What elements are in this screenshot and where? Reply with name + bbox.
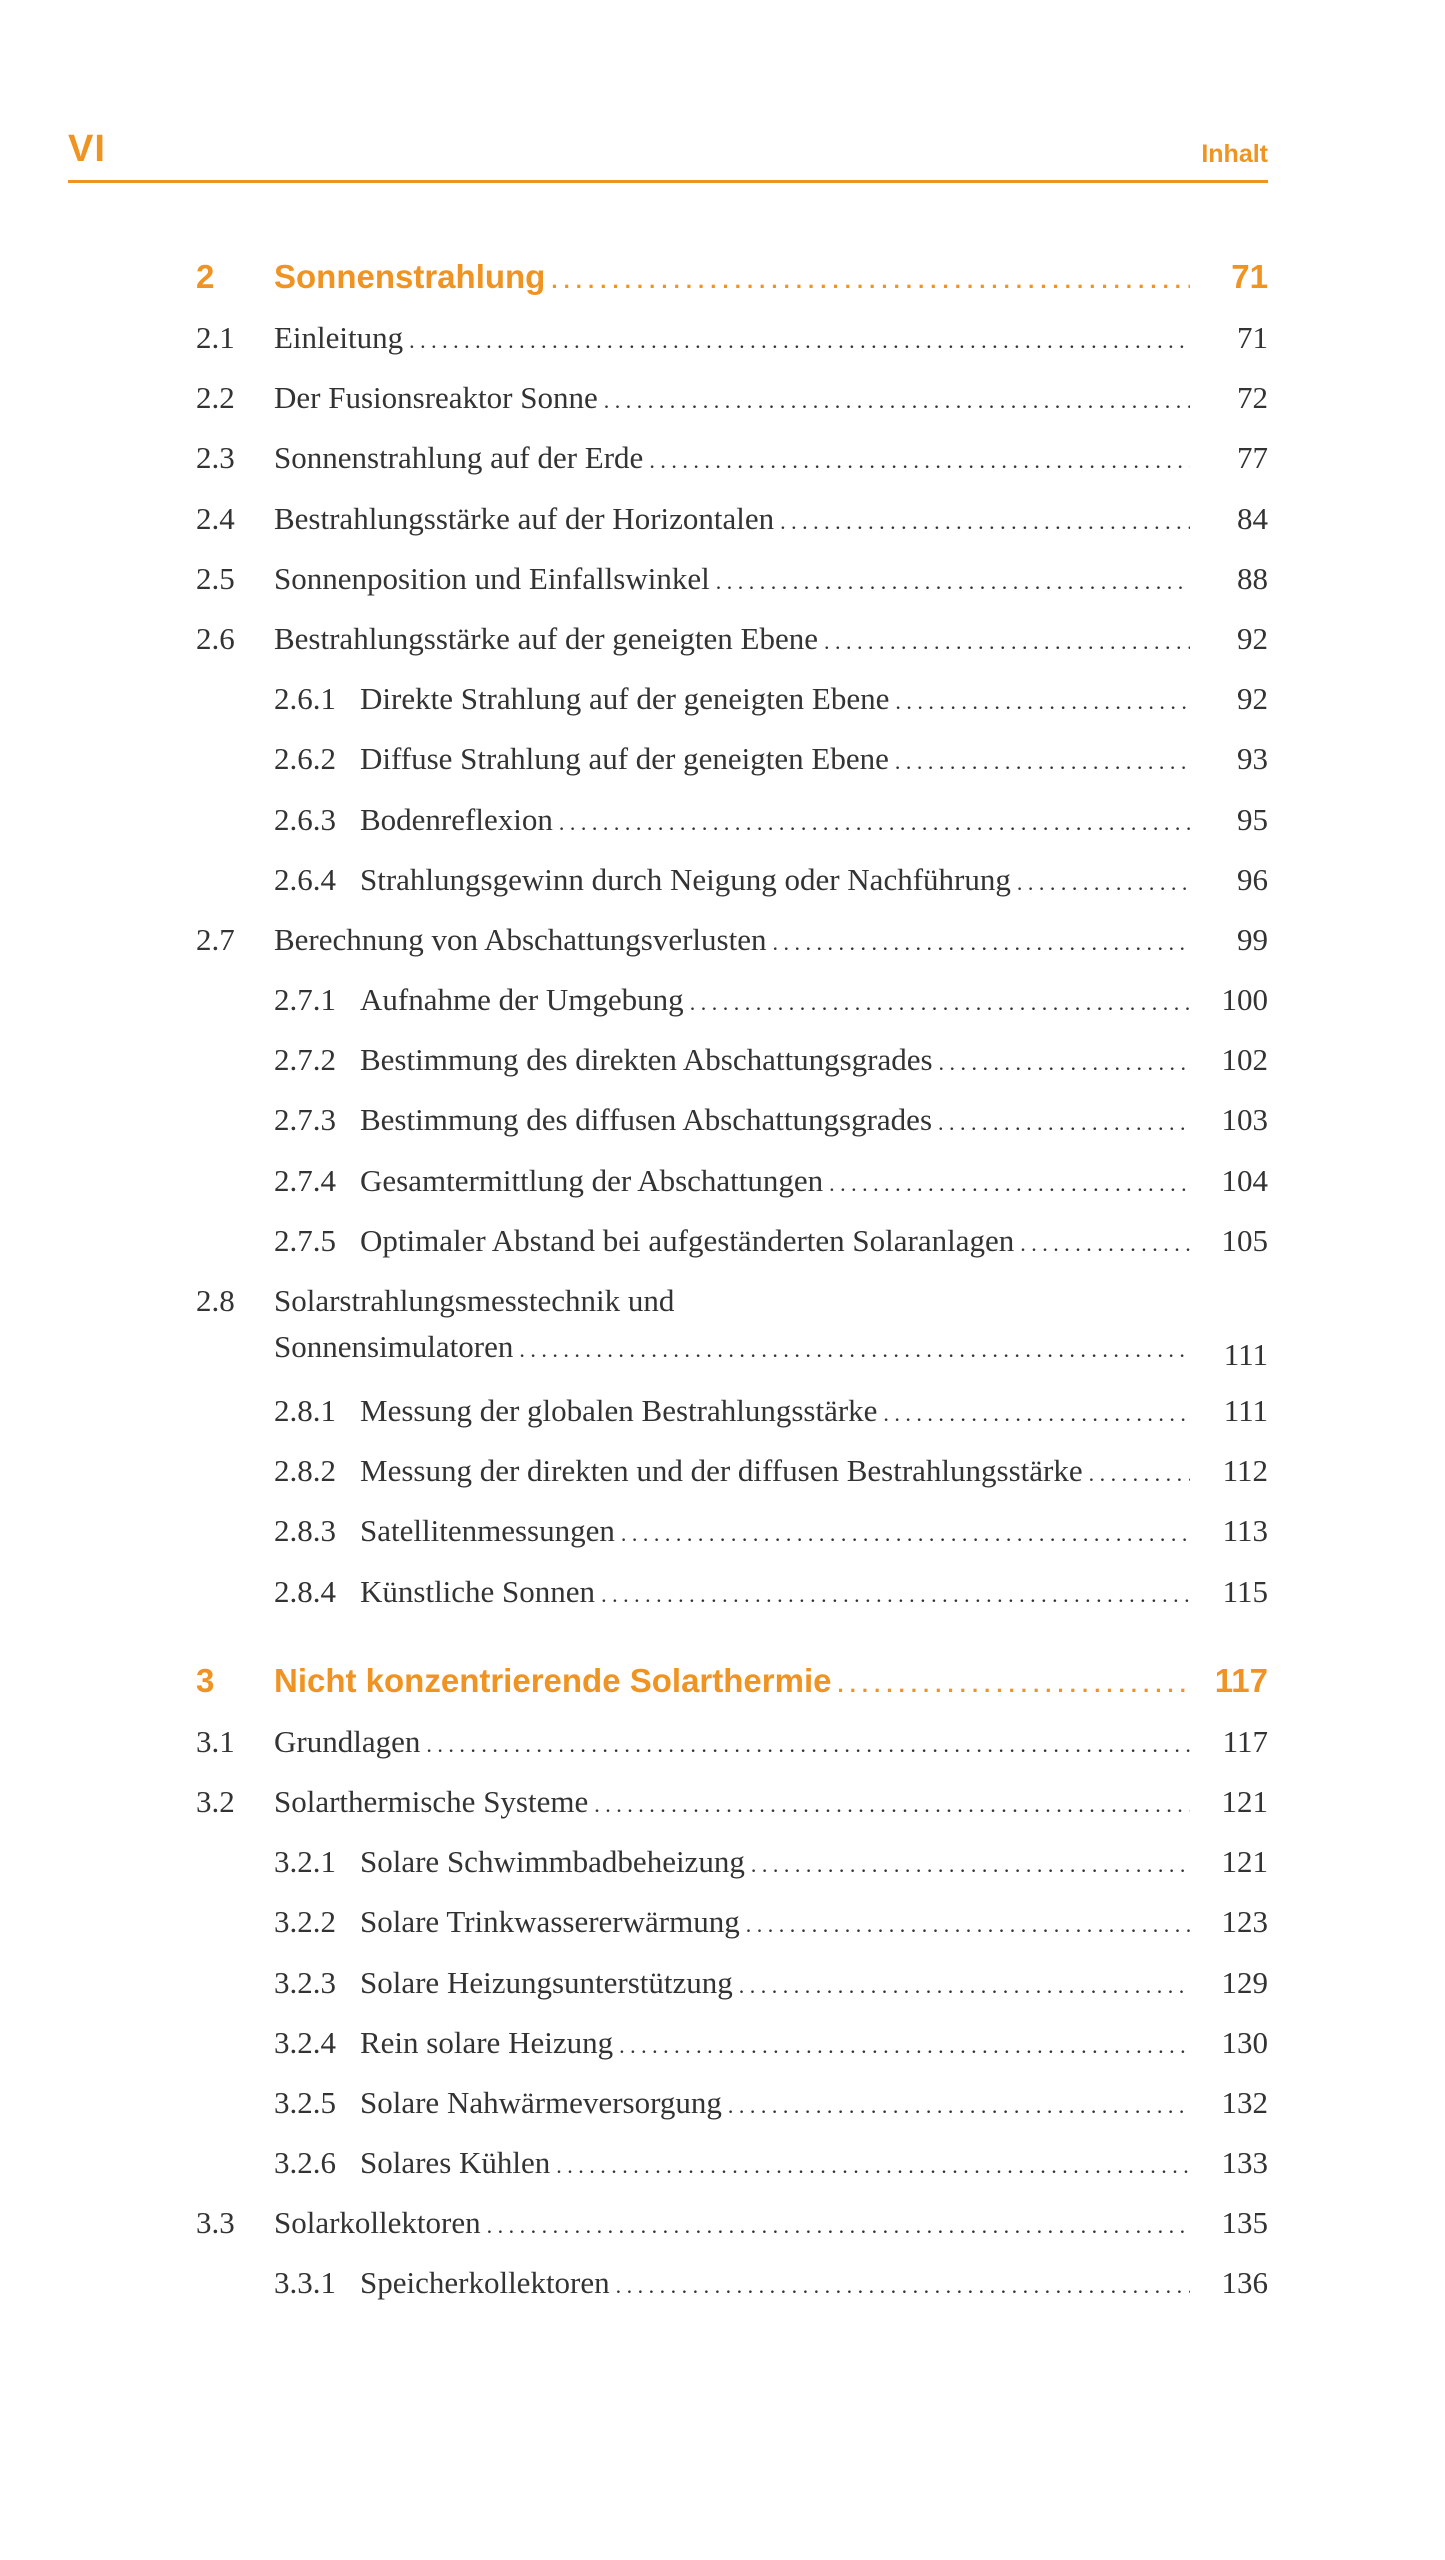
dot-leader <box>556 2145 1190 2181</box>
dot-leader <box>616 2265 1190 2301</box>
toc-number: 2.6.4 <box>274 861 336 897</box>
toc-page-number: 72 <box>1237 380 1268 416</box>
toc-title: Bodenreflexion <box>360 801 553 837</box>
toc-page-number: 93 <box>1237 741 1268 777</box>
toc-title-leader <box>360 982 1190 1018</box>
toc-title-leader <box>360 681 1190 717</box>
toc-subsection-entry[interactable] <box>196 2071 1268 2131</box>
toc-title-leader <box>274 440 1190 476</box>
toc-number: 2.6.1 <box>274 681 336 717</box>
toc-title-leader <box>274 2205 1190 2241</box>
dot-leader <box>601 1574 1190 1610</box>
toc-page-number: 123 <box>1221 1904 1268 1940</box>
dot-leader <box>1020 1223 1190 1259</box>
toc-number: 2 <box>196 258 215 295</box>
toc-subsection-entry[interactable] <box>196 1379 1268 1439</box>
toc-subsection-entry[interactable] <box>196 968 1268 1028</box>
toc-title-leader <box>360 862 1190 898</box>
toc-title: Berechnung von Abschattungsverlusten <box>274 921 767 957</box>
toc-section-entry[interactable] <box>196 908 1268 968</box>
toc-page-number: 132 <box>1221 2084 1268 2120</box>
toc-page-number: 121 <box>1221 1844 1268 1880</box>
toc-number: 3.2 <box>196 1783 235 1819</box>
toc-title-leader <box>360 1844 1190 1880</box>
toc-section-entry[interactable] <box>196 426 1268 486</box>
dot-leader <box>739 1965 1190 2001</box>
toc-subsection-entry[interactable] <box>196 1088 1268 1148</box>
toc-page-number: 100 <box>1221 982 1268 1018</box>
dot-leader <box>594 1784 1190 1820</box>
toc-number: 2.6 <box>196 620 235 656</box>
toc-page-number: 102 <box>1221 1042 1268 1078</box>
toc-number: 2.6.2 <box>274 741 336 777</box>
toc-title: Aufnahme der Umgebung <box>360 982 684 1018</box>
dot-leader <box>728 2085 1190 2121</box>
toc-page-number: 111 <box>1223 1337 1268 1372</box>
toc-subsection-entry[interactable] <box>196 1951 1268 2011</box>
toc-title-leader <box>274 1283 1190 1365</box>
toc-title: Grundlagen <box>274 1723 421 1759</box>
toc-page-number: 103 <box>1221 1102 1268 1138</box>
toc-number: 2.7.4 <box>274 1162 336 1198</box>
page-header <box>68 128 1268 183</box>
toc-page-number: 112 <box>1222 1453 1268 1489</box>
dot-leader <box>939 1042 1190 1078</box>
toc-title-leader <box>274 1784 1190 1820</box>
toc-section-entry[interactable] <box>196 1770 1268 1830</box>
toc-number: 2.7.3 <box>274 1102 336 1138</box>
toc-title-leader <box>360 2085 1190 2121</box>
toc-title: Bestimmung des diffusen Abschattungsgrades <box>360 1102 933 1138</box>
toc-page-number: 129 <box>1221 1964 1268 2000</box>
dot-leader <box>751 1844 1190 1880</box>
toc-chapter-entry[interactable] <box>196 1648 1268 1710</box>
toc-page-number: 121 <box>1221 1783 1268 1819</box>
toc-section-entry[interactable] <box>196 366 1268 426</box>
dot-leader <box>772 922 1190 958</box>
dot-leader <box>883 1393 1190 1429</box>
dot-leader <box>619 2025 1190 2061</box>
toc-subsection-entry[interactable] <box>196 2011 1268 2071</box>
toc-title: Sonnenposition und Einfallswinkel <box>274 560 710 596</box>
toc-page-number: 133 <box>1221 2145 1268 2181</box>
toc-title-leader <box>360 1223 1190 1259</box>
dot-leader <box>559 802 1190 838</box>
toc-page-number: 115 <box>1222 1573 1268 1609</box>
toc-title: Bestimmung des direkten Abschattungsgrades <box>360 1042 933 1078</box>
toc-title: Einleitung <box>274 320 404 355</box>
toc-chapter-entry[interactable] <box>196 244 1268 306</box>
toc-number: 2.1 <box>196 320 235 355</box>
dot-leader <box>426 1724 1190 1760</box>
toc-number: 3.1 <box>196 1723 235 1759</box>
toc-page-number: 95 <box>1237 801 1268 837</box>
toc-number: 3 <box>196 1661 215 1699</box>
toc-title: Künstliche Sonnen <box>360 1573 596 1609</box>
toc-title: Sonnenstrahlung <box>274 258 546 295</box>
toc-number: 2.4 <box>196 500 235 536</box>
toc-page-number: 136 <box>1221 2265 1268 2301</box>
toc-page-number: 104 <box>1221 1162 1268 1198</box>
dot-leader <box>519 1329 1190 1365</box>
toc-number: 3.2.1 <box>274 1844 336 1880</box>
toc-page-number: 88 <box>1237 560 1268 596</box>
toc-title-leader <box>360 1042 1190 1078</box>
dot-leader <box>895 741 1190 777</box>
dot-leader <box>604 380 1190 416</box>
toc-subsection-entry[interactable] <box>196 1439 1268 1499</box>
toc-number: 2.7 <box>196 921 235 957</box>
toc-title: Solarstrahlungsmesstechnik und <box>274 1283 675 1318</box>
dot-leader <box>824 621 1190 657</box>
toc-title: Sonnenstrahlung auf der Erde <box>274 440 644 476</box>
toc-title-leader <box>360 1965 1190 2001</box>
toc-page-number: 92 <box>1237 620 1268 656</box>
toc-title: Solare Schwimmbadbeheizung <box>360 1844 745 1880</box>
toc-page-number: 111 <box>1223 1393 1268 1428</box>
toc-title: Solarkollektoren <box>274 2205 481 2241</box>
toc-subsection-entry[interactable] <box>196 1149 1268 1209</box>
toc-number: 2.8 <box>196 1283 235 1318</box>
toc-subsection-entry[interactable] <box>196 727 1268 787</box>
toc-title: Nicht konzentrierende Solarthermie <box>274 1661 832 1699</box>
toc-title-leader <box>274 380 1190 416</box>
toc-number: 2.7.5 <box>274 1222 336 1258</box>
toc-title-leader <box>360 1574 1190 1610</box>
toc-section-entry[interactable] <box>196 1269 1268 1379</box>
dot-leader <box>649 440 1190 476</box>
toc-title: Messung der globalen Bestrahlungsstärke <box>360 1393 878 1428</box>
dot-leader <box>621 1513 1190 1549</box>
toc-title: Sonnensimulatoren <box>274 1329 514 1364</box>
dot-leader <box>1017 862 1190 898</box>
toc-title: Strahlungsgewinn durch Neigung oder Nachführung <box>360 861 1011 897</box>
toc-title-leader <box>360 2145 1190 2181</box>
toc-number: 3.3.1 <box>274 2265 336 2301</box>
toc-title-leader <box>274 1724 1190 1760</box>
dot-leader <box>487 2205 1190 2241</box>
dot-leader <box>1089 1453 1190 1489</box>
toc-number: 2.8.2 <box>274 1453 336 1489</box>
toc-section-entry[interactable] <box>196 2191 1268 2251</box>
toc-title: Der Fusionsreaktor Sonne <box>274 380 598 416</box>
toc-subsection-entry[interactable] <box>196 667 1268 727</box>
toc-subsection-entry[interactable] <box>196 1028 1268 1088</box>
toc-page-number: 130 <box>1221 2024 1268 2060</box>
toc-title: Bestrahlungsstärke auf der Horizontalen <box>274 500 775 536</box>
toc-number: 3.2.3 <box>274 1964 336 2000</box>
toc-number: 3.3 <box>196 2205 235 2241</box>
toc-page-number: 135 <box>1221 2205 1268 2241</box>
toc-section-entry[interactable] <box>196 607 1268 667</box>
dot-leader <box>690 982 1190 1018</box>
table-of-contents <box>196 244 1268 2312</box>
toc-subsection-entry[interactable] <box>196 848 1268 908</box>
toc-page-number: 84 <box>1237 500 1268 536</box>
dot-leader <box>746 1904 1190 1940</box>
toc-title: Satellitenmessungen <box>360 1513 615 1549</box>
dot-leader <box>409 320 1190 356</box>
toc-subsection-entry[interactable] <box>196 1209 1268 1269</box>
toc-number: 2.5 <box>196 560 235 596</box>
toc-title: Diffuse Strahlung auf der geneigten Ebene <box>360 741 889 777</box>
toc-title-leader <box>360 2265 1190 2301</box>
toc-title: Optimaler Abstand bei aufgeständerten Solaranlagen <box>360 1222 1015 1258</box>
toc-page-number: 99 <box>1237 921 1268 957</box>
toc-subsection-entry[interactable] <box>196 2131 1268 2191</box>
dot-leader <box>716 561 1190 597</box>
toc-page-number: 96 <box>1237 861 1268 897</box>
toc-number: 2.8.1 <box>274 1393 336 1428</box>
toc-title: Messung der direkten und der diffusen Bestrahlungsstärke <box>360 1453 1083 1489</box>
toc-title-leader <box>360 802 1190 838</box>
toc-title-leader <box>360 1393 1190 1429</box>
toc-page-number: 105 <box>1221 1222 1268 1258</box>
toc-subsection-entry[interactable] <box>196 788 1268 848</box>
toc-number: 2.7.2 <box>274 1042 336 1078</box>
toc-title-leader <box>360 1904 1190 1940</box>
toc-title-leader <box>360 1513 1190 1549</box>
toc-page-number: 71 <box>1231 258 1268 295</box>
dot-leader <box>551 258 1190 296</box>
dot-leader <box>938 1102 1190 1138</box>
toc-title-leader <box>360 1102 1190 1138</box>
toc-page-number: 71 <box>1237 320 1268 355</box>
toc-subsection-entry[interactable] <box>196 1830 1268 1890</box>
toc-number: 3.2.6 <box>274 2145 336 2181</box>
toc-number: 2.8.4 <box>274 1573 336 1609</box>
toc-subsection-entry[interactable] <box>196 1560 1268 1620</box>
toc-title: Solare Trinkwassererwärmung <box>360 1904 740 1940</box>
toc-section-entry[interactable] <box>196 306 1268 366</box>
running-head: Inhalt <box>1201 140 1268 168</box>
dot-leader <box>895 681 1190 717</box>
toc-page-number: 92 <box>1237 681 1268 717</box>
toc-title: Direkte Strahlung auf der geneigten Ebene <box>360 681 890 717</box>
toc-title: Solares Kühlen <box>360 2145 551 2181</box>
toc-title-leader <box>274 320 1190 356</box>
toc-number: 3.2.4 <box>274 2024 336 2060</box>
toc-title-leader <box>274 922 1190 958</box>
toc-section-entry[interactable] <box>196 1710 1268 1770</box>
toc-title: Bestrahlungsstärke auf der geneigten Ebene <box>274 620 819 656</box>
toc-title-leader <box>360 741 1190 777</box>
toc-title-leader <box>274 561 1190 597</box>
toc-number: 3.2.2 <box>274 1904 336 1940</box>
toc-number: 3.2.5 <box>274 2084 336 2120</box>
toc-number: 2.3 <box>196 440 235 476</box>
toc-title-leader <box>274 258 1190 296</box>
toc-page-number: 117 <box>1222 1723 1268 1759</box>
toc-number: 2.6.3 <box>274 801 336 837</box>
toc-title: Solare Nahwärmeversorgung <box>360 2084 722 2120</box>
toc-title-leader <box>274 1662 1190 1700</box>
toc-title-leader <box>360 1163 1190 1199</box>
toc-title-leader <box>360 1453 1190 1489</box>
toc-title: Solarthermische Systeme <box>274 1783 589 1819</box>
toc-number: 2.7.1 <box>274 982 336 1018</box>
toc-subsection-entry[interactable] <box>196 1890 1268 1950</box>
toc-number: 2.8.3 <box>274 1513 336 1549</box>
toc-page-number: 77 <box>1237 440 1268 476</box>
dot-leader <box>829 1163 1190 1199</box>
toc-title: Solare Heizungsunterstützung <box>360 1964 733 2000</box>
toc-title: Gesamtermittlung der Abschattungen <box>360 1162 824 1198</box>
toc-title: Speicherkollektoren <box>360 2265 610 2301</box>
toc-section-entry[interactable] <box>196 547 1268 607</box>
toc-title: Rein solare Heizung <box>360 2024 614 2060</box>
toc-subsection-entry[interactable] <box>196 1499 1268 1559</box>
toc-number: 2.2 <box>196 380 235 416</box>
dot-leader <box>780 501 1190 537</box>
toc-title-leader <box>274 501 1190 537</box>
toc-title-leader <box>360 2025 1190 2061</box>
toc-page-number: 113 <box>1222 1513 1268 1549</box>
toc-title-leader <box>274 621 1190 657</box>
toc-section-entry[interactable] <box>196 487 1268 547</box>
dot-leader <box>837 1662 1190 1700</box>
toc-page-number: 117 <box>1214 1661 1268 1699</box>
page-number: VI <box>68 128 106 170</box>
toc-subsection-entry[interactable] <box>196 2251 1268 2311</box>
